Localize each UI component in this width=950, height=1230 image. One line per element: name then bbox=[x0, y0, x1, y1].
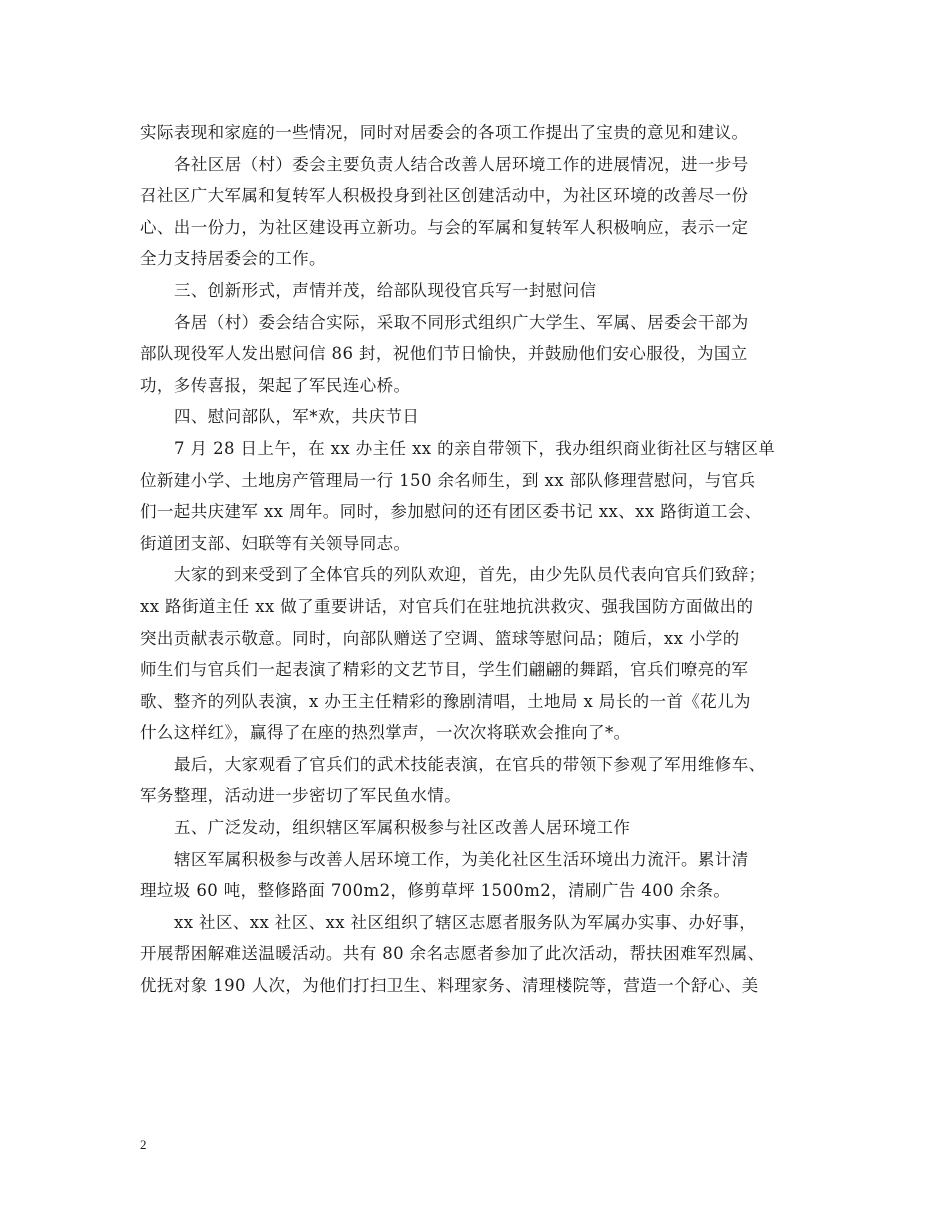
text-line: 最后，大家观看了官兵们的武术技能表演，在官兵的带领下参观了军用维修车、 bbox=[174, 754, 766, 774]
text-line: 们一起共庆建军 xx 周年。同时，参加慰问的还有团区委书记 xx、xx 路街道工会、 bbox=[140, 502, 762, 522]
text-line: 开展帮困解难送温暖活动。共有 80 余名志愿者参加了此次活动，帮扶困难军烈属、 bbox=[140, 944, 765, 964]
text-line: xx 社区、xx 社区、xx 社区组织了辖区志愿者服务队为军属办实事、办好事， bbox=[174, 912, 757, 932]
text-line: 各居（村）委会结合实际，采取不同形式组织广大学生、军属、居委会干部为 bbox=[174, 312, 749, 332]
text-line: 优抚对象 190 人次，为他们打扫卫生、料理家务、清理楼院等，营造一个舒心、美 bbox=[140, 976, 759, 996]
text-line: 什么这样红》，赢得了在座的热烈掌声，一次次将联欢会推向了*。 bbox=[140, 723, 631, 743]
text-line: 军务整理，活动进一步密切了军民鱼水情。 bbox=[140, 786, 462, 806]
text-line: 大家的到来受到了全体官兵的列队欢迎，首先，由少先队员代表向官兵们致辞； bbox=[174, 565, 766, 585]
text-line: 部队现役军人发出慰问信 86 封，祝他们节日愉快，并鼓励他们安心服役，为国立 bbox=[140, 344, 748, 364]
text-line: xx 路街道主任 xx 做了重要讲话，对官兵们在驻地抗洪救灾、强我国防方面做出的 bbox=[140, 596, 754, 616]
text-line: 理垃圾 60 吨，整修路面 700m2，修剪草坪 1500m2，清刷广告 400 余条。 bbox=[140, 881, 731, 901]
text-line: 突出贡献表示敬意。同时，向部队赠送了空调、篮球等慰问品；随后，xx 小学的 bbox=[140, 628, 740, 648]
text-line: 功，多传喜报，架起了军民连心桥。 bbox=[140, 375, 411, 395]
text-line: 歌、整齐的列队表演，x 办王主任精彩的豫剧清唱，土地局 x 局长的一首《花儿为 bbox=[140, 691, 751, 711]
document-body bbox=[140, 117, 820, 1002]
text-line: 街道团支部、妇联等有关领导同志。 bbox=[140, 533, 411, 553]
section-heading: 五、广泛发动，组织辖区军属积极参与社区改善人居环境工作 bbox=[174, 818, 631, 838]
text-line: 召社区广大军属和复转军人积极投身到社区创建活动中，为社区环境的改善尽一份 bbox=[140, 186, 749, 206]
text-line: 实际表现和家庭的一些情况，同时对居委会的各项工作提出了宝贵的意见和建议。 bbox=[140, 123, 749, 142]
text-line: 师生们与官兵们一起表演了精彩的文艺节目，学生们翩翩的舞蹈，官兵们嘹亮的军 bbox=[140, 660, 749, 680]
page-number: 2 bbox=[140, 1137, 147, 1152]
section-heading: 四、慰问部队，军*欢，共庆节日 bbox=[174, 407, 420, 427]
text-line: 位新建小学、土地房产管理局一行 150 余名师生，到 xx 部队修理营慰问，与官兵 bbox=[140, 470, 756, 490]
text-line: 心、出一份力，为社区建设再立新功。与会的军属和复转军人积极响应，表示一定 bbox=[140, 217, 749, 237]
text-line: 各社区居（村）委会主要负责人结合改善人居环境工作的进展情况，进一步号 bbox=[174, 154, 749, 174]
text-line: 辖区军属积极参与改善人居环境工作，为美化社区生活环境出力流汗。累计清 bbox=[174, 849, 749, 869]
section-heading: 三、创新形式，声情并茂，给部队现役官兵写一封慰问信 bbox=[174, 280, 597, 300]
text-line: 全力支持居委会的工作。 bbox=[140, 249, 326, 269]
text-line: 7 月 28 日上午，在 xx 办主任 xx 的亲自带领下，我办组织商业街社区与辖区单 bbox=[174, 438, 776, 458]
